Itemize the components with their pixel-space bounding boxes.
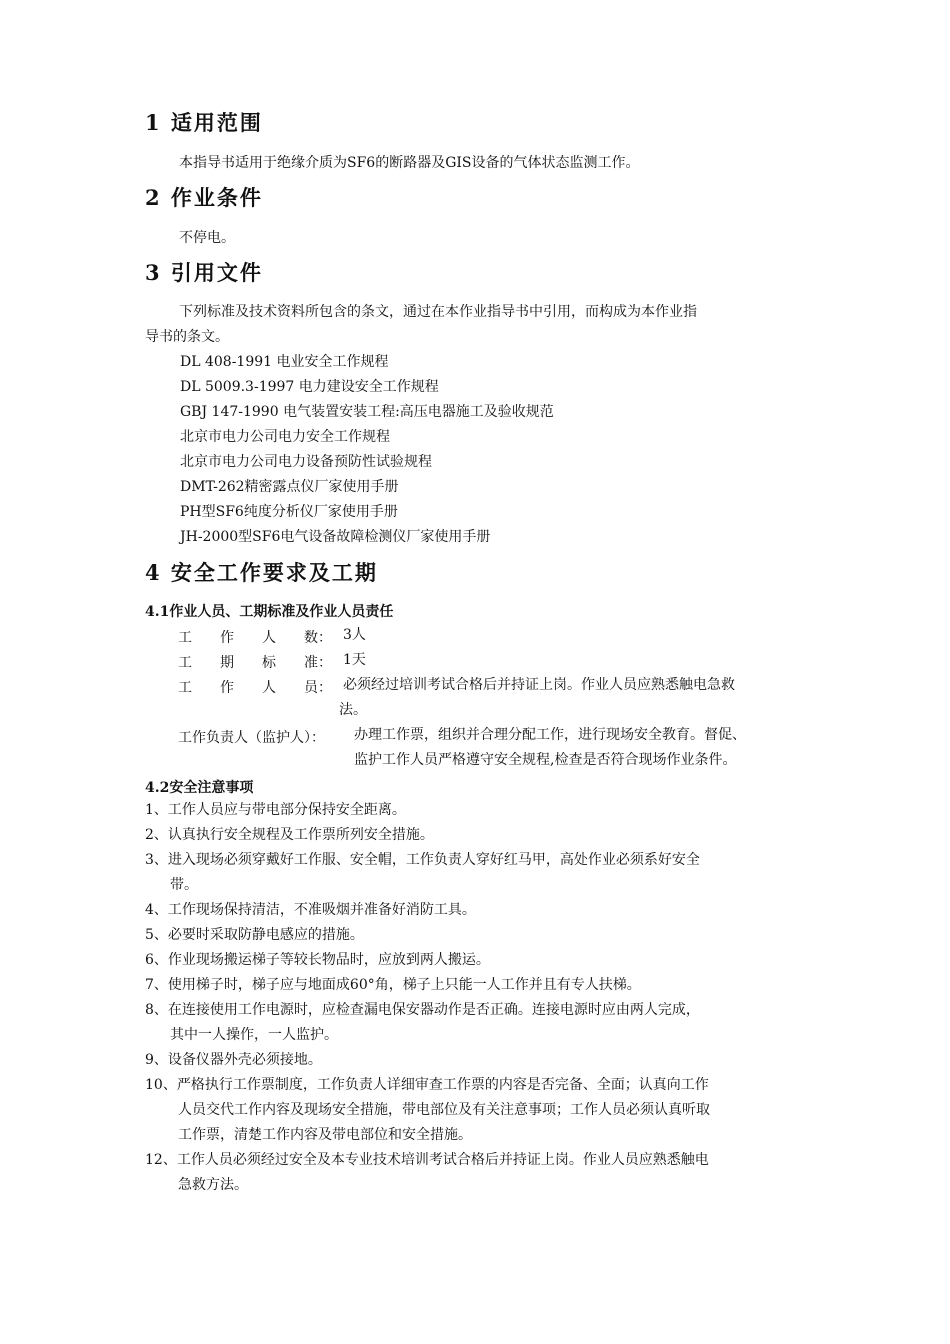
section-heading-conditions: 2 作业条件 — [145, 185, 263, 210]
precaution-item: 2、认真执行安全规程及工作票所列安全措施。 — [145, 827, 434, 843]
supervisor-value-line1: 办理工作票，组织并合理分配工作，进行现场安全教育。督促、 — [354, 727, 746, 743]
references-paragraph-line1: 下列标准及技术资料所包含的条文，通过在本作业指导书中引用，而构成为本作业指 — [179, 304, 697, 320]
reference-item: DL 408-1991 电业安全工作规程 — [180, 354, 389, 370]
supervisor-key: 工作负责人（监护人）： — [178, 730, 325, 746]
section-heading-safety: 4 安全工作要求及工期 — [145, 560, 378, 585]
precaution-item: 12、工作人员必须经过安全及本专业技术培训考试合格后并持证上岗。作业人员应熟悉触电 — [145, 1152, 709, 1168]
reference-item: GBJ 147-1990 电气装置安装工程:高压电器施工及验收规范 — [180, 404, 554, 420]
precaution-item: 1、工作人员应与带电部分保持安全距离。 — [145, 802, 406, 818]
references-paragraph-line2: 导书的条文。 — [145, 329, 229, 345]
worker-key: 工 作 人 员： — [178, 680, 332, 696]
conditions-paragraph: 不停电。 — [179, 230, 235, 246]
precaution-item: 10、严格执行工作票制度，工作负责人详细审查工作票的内容是否完备、全面；认真向工作 — [145, 1077, 709, 1093]
reference-item: PH型SF6纯度分析仪厂家使用手册 — [180, 504, 398, 520]
supervisor-value-line2: 监护工作人员严格遵守安全规程,检查是否符合现场作业条件。 — [354, 752, 737, 768]
reference-item: JH-2000型SF6电气设备故障检测仪厂家使用手册 — [180, 529, 491, 545]
precaution-item: 3、进入现场必须穿戴好工作服、安全帽，工作负责人穿好红马甲，高处作业必须系好安全 — [145, 852, 700, 868]
precaution-item: 6、作业现场搬运梯子等较长物品时，应放到两人搬运。 — [145, 952, 490, 968]
precaution-item-continuation: 人员交代工作内容及现场安全措施，带电部位及有关注意事项；工作人员必须认真听取 — [178, 1102, 710, 1118]
reference-item: DL 5009.3-1997 电力建设安全工作规程 — [180, 379, 439, 395]
reference-item: 北京市电力公司电力安全工作规程 — [180, 429, 390, 445]
precaution-item-continuation: 带。 — [170, 877, 198, 893]
precaution-item-continuation: 其中一人操作，一人监护。 — [170, 1027, 338, 1043]
scope-paragraph: 本指导书适用于绝缘介质为SF6的断路器及GIS设备的气体状态监测工作。 — [179, 155, 640, 171]
precaution-item: 5、必要时采取防静电感应的措施。 — [145, 927, 364, 943]
precaution-item-continuation: 急救方法。 — [178, 1177, 248, 1193]
worker-value-line2: 法。 — [339, 702, 367, 718]
personnel-count-key: 工 作 人 数： — [178, 630, 332, 646]
worker-value-line1: 必须经过培训考试合格后并持证上岗。作业人员应熟悉触电急救 — [343, 677, 735, 693]
duration-key: 工 期 标 准： — [178, 655, 332, 671]
reference-item: 北京市电力公司电力设备预防性试验规程 — [180, 454, 432, 470]
precaution-item: 8、在连接使用工作电源时，应检查漏电保安器动作是否正确。连接电源时应由两人完成， — [145, 1002, 700, 1018]
duration-value: 1天 — [343, 652, 366, 668]
precaution-item: 4、工作现场保持清洁，不准吸烟并准备好消防工具。 — [145, 902, 476, 918]
subsection-heading-personnel: 4.1作业人员、工期标准及作业人员责任 — [145, 604, 394, 620]
reference-item: DMT-262精密露点仪厂家使用手册 — [180, 479, 399, 495]
personnel-count-value: 3人 — [343, 627, 366, 643]
precaution-item: 9、设备仪器外壳必须接地。 — [145, 1052, 322, 1068]
precaution-item-continuation: 工作票，清楚工作内容及带电部位和安全措施。 — [178, 1127, 472, 1143]
precaution-item: 7、使用梯子时，梯子应与地面成60°角，梯子上只能一人工作并且有专人扶梯。 — [145, 977, 641, 993]
subsection-heading-precautions: 4.2安全注意事项 — [145, 780, 254, 796]
section-heading-references: 3 引用文件 — [145, 260, 263, 285]
section-heading-scope: 1 适用范围 — [145, 110, 263, 135]
